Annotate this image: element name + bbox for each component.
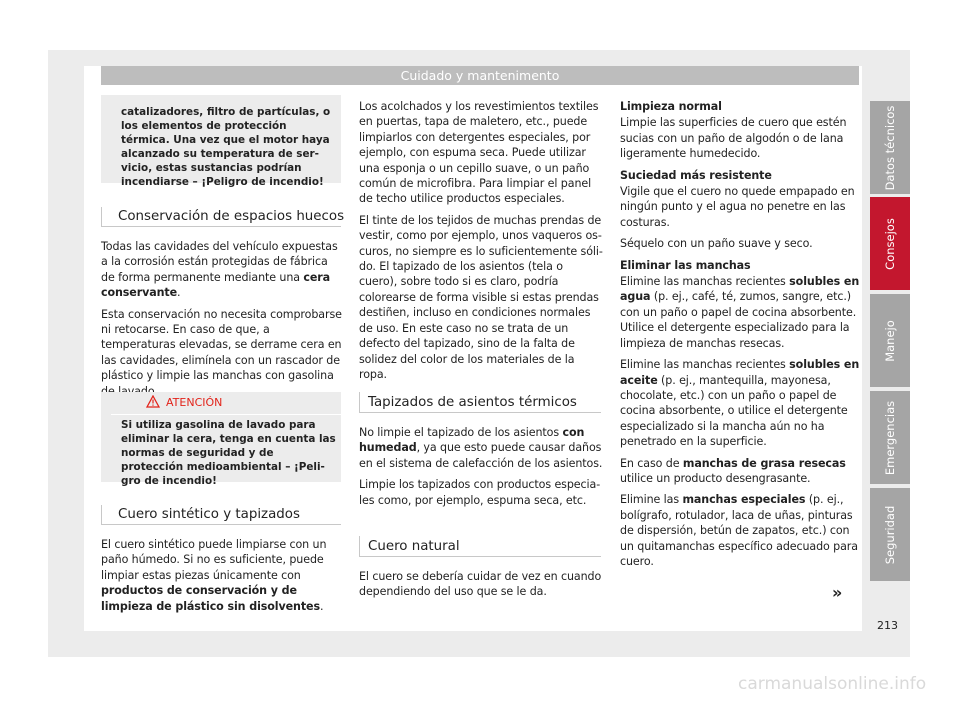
text: Todas las cavidades del vehículo expuestas a la corrosión están protegidas de fábrica de forma permanente mediante una [101, 240, 338, 284]
tab-label: Manejo [883, 319, 897, 362]
attention-header [111, 392, 341, 415]
section-marker [101, 207, 102, 227]
text: Elimine las [620, 493, 683, 507]
tab-datos-tecnicos[interactable] [870, 101, 910, 194]
tab-consejos[interactable] [870, 197, 910, 290]
text: Elimine las manchas recientes [620, 358, 790, 372]
cuero-natural-body [359, 569, 603, 606]
text: . [320, 599, 324, 613]
text: El cuero sintético puede limpiarse con un paño húmedo. Si no es suficiente, puede limpiar estas piezas únicamente con [101, 538, 327, 582]
tab-label: Seguridad [883, 505, 897, 564]
text: , ya que esto puede causar daños en el sistema de calefacción de los asientos. [359, 441, 603, 470]
bold-text: con humedad [359, 426, 585, 455]
paragraph: El tinte de los tejidos de muchas prendas de vestir, como por ejemplo, unos vaqueros oscuros, no siempre es lo suficientemente sólido. El tapizado de los asientos (tela o cuero), sobre todo si es claro, podría colorearse de forma visible si estas prendas destiñen, incluso en condiciones normales de uso. En este caso no se trata de un defecto del tapizado, sino de la falta de solidez del color de los materiales de la ropa. [359, 213, 603, 381]
subheading: Limpieza normal [620, 100, 722, 113]
attention-box [101, 392, 341, 487]
column-2-body [359, 99, 603, 388]
bold-text: solubles en aceite [620, 358, 860, 387]
paragraph: Limpie las superficies de cuero que estén sucias con un paño de algodón o de lana ligeramente humedecido. [620, 116, 847, 161]
bold-text: productos de conservación y de limpieza de plástico sin disolventes [101, 584, 320, 613]
page-header-title: Cuidado y mantenimento [101, 66, 859, 85]
tab-label: Datos técnicos [883, 105, 897, 190]
termicos-body [359, 425, 603, 514]
huecos-body [101, 239, 343, 405]
continue-chevron-icon: » [832, 583, 843, 602]
tab-label: Consejos [883, 217, 897, 270]
section-title-huecos: Conservación de espacios huecos [118, 209, 345, 224]
section-marker [359, 392, 360, 412]
text: (p. ej., mantequilla, mayonesa, chocolate, etc.) con un paño o papel de cocina absorbente, o utilice el detergente especializado si la mancha aún no ha penetrado en la superficie. [620, 373, 848, 449]
bold-text: cera conservante [101, 270, 331, 300]
bold-text: manchas especiales [682, 493, 806, 507]
text: utilice un producto desengrasante. [620, 471, 811, 485]
watermark: carmanualsonline.info [738, 674, 927, 694]
section-title-cuero-sintetico: Cuero sintético y tapizados [118, 507, 300, 522]
section-title-termicos: Tapizados de asientos térmicos [368, 395, 577, 410]
warning-text: catalizadores, filtro de partículas, o los elementos de protección térmica. Una vez que el motor haya alcanzado su temperatura de servicio, estas sustancias podrían incendiarse – ¡Peligro de incendio! [121, 106, 331, 188]
text: (p. ej., bolígrafo, rotulador, laca de uñas, pinturas de dispersión, betún de zapatos, etc.) con un quitamanchas específico adecuado para cuero. [620, 493, 858, 568]
text: En caso de [620, 456, 683, 470]
section-marker [359, 536, 360, 556]
section-marker [101, 505, 102, 525]
paragraph: Limpie los tapizados con productos especiales como, por ejemplo, espuma seca, etc. [359, 478, 601, 507]
cuero-sintetico-body [101, 537, 343, 620]
subheading: Suciedad más resistente [620, 168, 772, 182]
section-title-cuero-natural: Cuero natural [368, 539, 460, 554]
section-rule [101, 524, 341, 525]
text: No limpie el tapizado de los asientos [359, 426, 563, 439]
paragraph: Séquelo con un paño suave y seco. [620, 237, 813, 251]
paragraph: Vigile que el cuero no quede empapado en ningún punto y el agua no penetre en las costuras. [620, 185, 855, 229]
section-rule [101, 226, 341, 227]
subheading: Eliminar las manchas [620, 258, 751, 272]
column-3-body [620, 99, 860, 575]
tab-emergencias[interactable] [870, 391, 910, 484]
tab-manejo[interactable] [870, 294, 910, 387]
attention-label: ATENCIÓN [166, 396, 223, 409]
bold-text: manchas de grasa resecas [682, 456, 846, 470]
text: . [177, 286, 181, 300]
attention-text: Si utiliza gasolina de lavado para eliminar la cera, tenga en cuenta las normas de seguridad y de protección medioambiental – ¡Peligro de incendio! [121, 419, 336, 487]
text: Elimine las manchas recientes [620, 275, 790, 289]
paragraph: Los acolchados y los revestimientos textiles en puertas, tapa de maletero, etc., puede limpiarlos con detergentes especiales, por ejemplo, con espuma seca. Puede utilizar una esponja o un cepillo suave, o un paño común de microfibra. Para limpiar el panel de techo utilice productos especiales. [359, 100, 599, 206]
text: (p. ej., café, té, zumos, sangre, etc.) con un paño o papel de cocina absorbente. Utilice el detergente especializado para la limpieza de manchas resecas. [620, 290, 857, 350]
section-rule [359, 412, 601, 413]
bold-text: solubles en agua [620, 275, 860, 304]
warning-triangle-icon [146, 395, 160, 408]
section-rule [359, 556, 601, 557]
page-number: 213 [877, 619, 898, 632]
paragraph: Esta conservación no necesita comprobarse ni retocarse. En caso de que, a temperaturas elevadas, se derrame cera en las cavidades, elimínela con un rascador de plástico y limpie las manchas con gasolina [101, 307, 342, 383]
warning-box-continued [101, 95, 341, 188]
paragraph: El cuero se debería cuidar de vez en cuando dependiendo del uso que se le da. [359, 570, 602, 599]
tab-seguridad[interactable] [870, 488, 910, 581]
tab-label: Emergencias [883, 400, 897, 475]
